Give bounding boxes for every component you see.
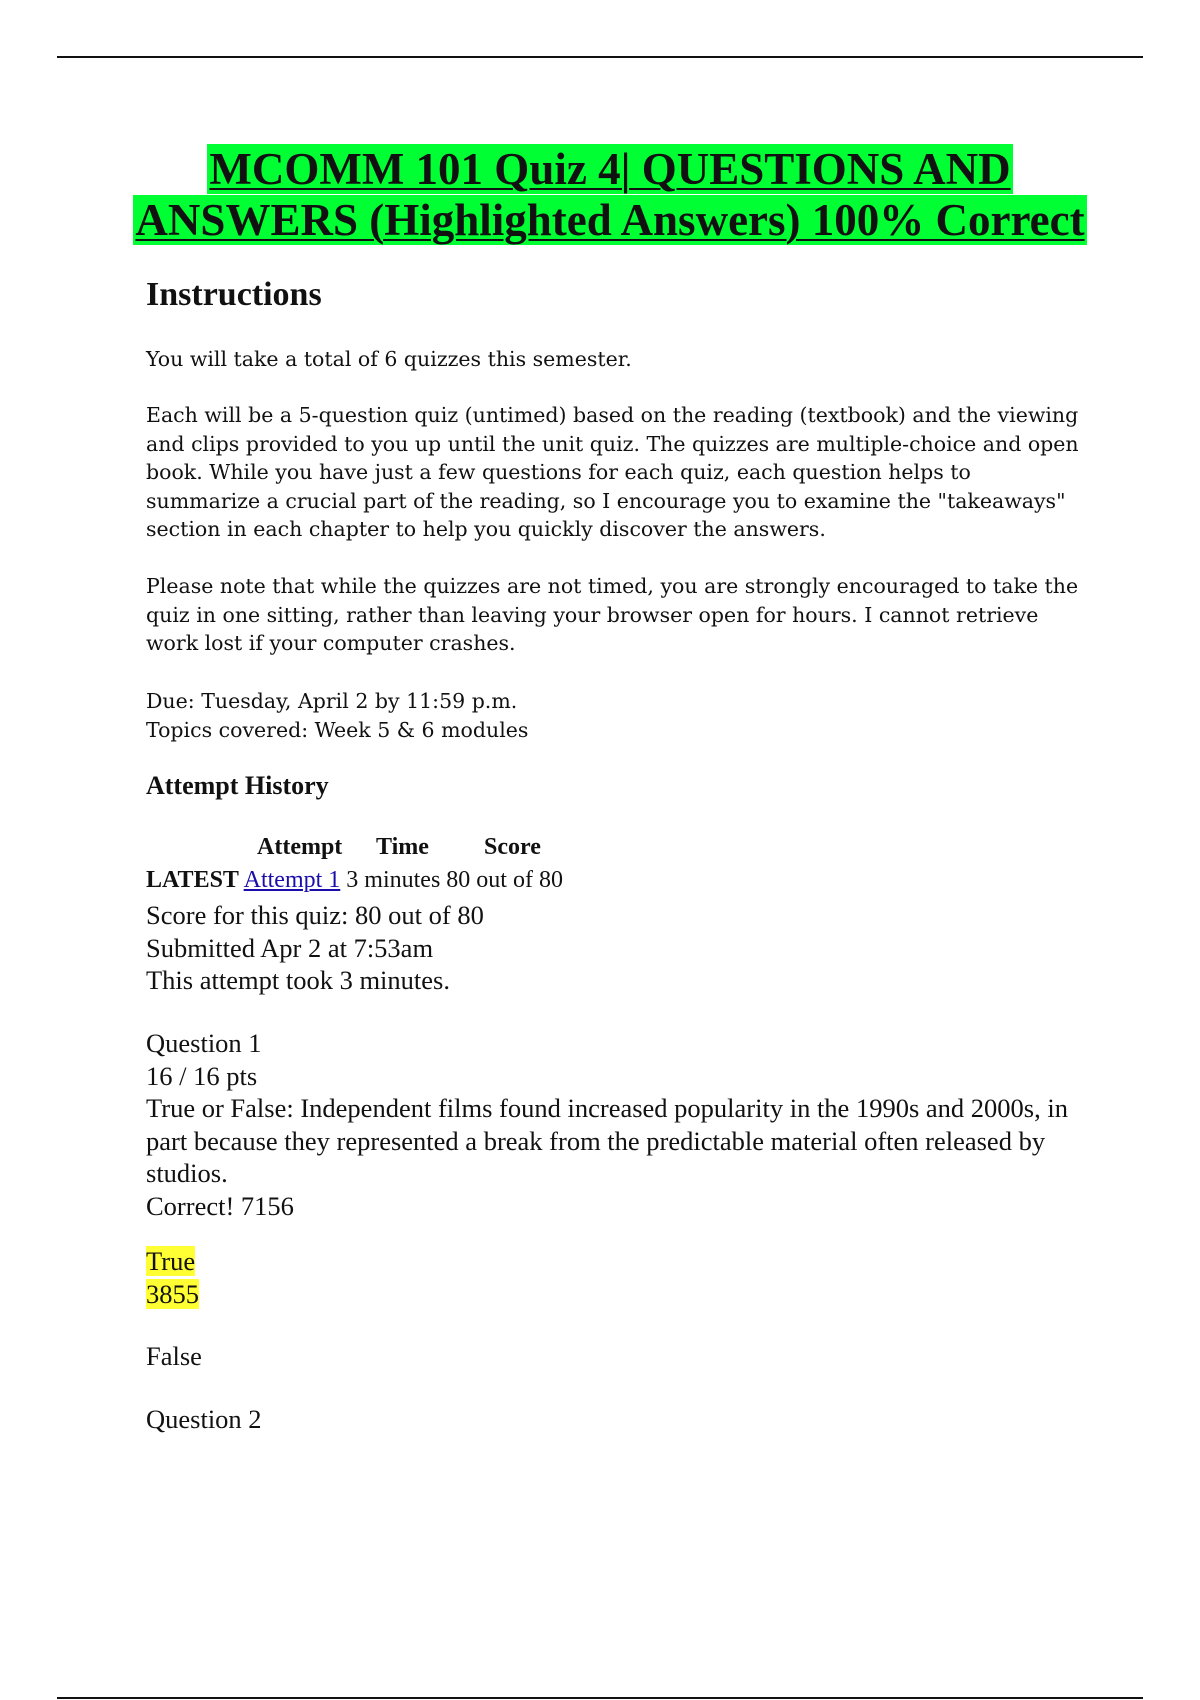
question-1-result: Correct! 7156	[146, 1190, 294, 1221]
question-1-text: True or False: Independent films found increased popularity in the 1990s and 2000s, in part because they represented a break from the predictable material often released by studios.	[146, 1093, 1068, 1188]
submitted-line: Submitted Apr 2 at 7:53am	[146, 932, 434, 963]
due-date: Due: Tuesday, April 2 by 11:59 p.m.	[146, 689, 518, 713]
question-1-points: 16 / 16 pts	[146, 1060, 258, 1091]
document-title: MCOMM 101 Quiz 4| QUESTIONS AND ANSWERS (Highlighted Answers) 100% Correct	[135, 144, 1085, 245]
attempt-summary	[146, 899, 1106, 997]
attempt-time: 3 minutes	[346, 867, 441, 893]
question-1-label: Question 1	[146, 1028, 262, 1058]
instructions-paragraph-2: Each will be a 5-question quiz (untimed) based on the reading (textbook) and the viewing and clips provided to you up until the unit quiz. The quizzes are multiple-choice and open book. While you have just a few questions for each quiz, each question helps to summarize a crucial part of the reading, so I encourage you to examine the "takeaways" section in each chapter to help you quickly discover the answers.	[146, 403, 1079, 541]
question-1	[146, 1027, 1106, 1222]
answer-true-label: True	[146, 1246, 196, 1276]
attempt-score: 80 out of 80	[446, 867, 563, 893]
answer-true-code: 3855	[146, 1278, 199, 1309]
time-column-header: Time	[376, 834, 429, 860]
instructions-paragraph-1: You will take a total of 6 quizzes this semester.	[146, 347, 632, 371]
answer-true-option	[146, 1245, 1106, 1310]
bottom-rule	[57, 1697, 1143, 1699]
attempt-history-heading: Attempt History	[146, 771, 329, 800]
attempt-column-header: Attempt	[257, 834, 343, 860]
attempt-row	[146, 867, 563, 894]
attempt-1-link[interactable]: Attempt 1	[243, 867, 341, 893]
question-2-label: Question 2	[146, 1404, 262, 1434]
due-and-topics	[146, 687, 1086, 744]
instructions-paragraph-3: Please note that while the quizzes are not timed, you are strongly encouraged to take the quiz in one sitting, rather than leaving your browser open for hours. I cannot retrieve work lost if your computer crashes.	[146, 574, 1079, 655]
duration-line: This attempt took 3 minutes.	[146, 965, 450, 995]
answer-false-option: False	[146, 1341, 202, 1371]
instructions-heading: Instructions	[146, 276, 322, 313]
topics-covered: Topics covered: Week 5 & 6 modules	[146, 717, 529, 742]
top-rule	[57, 56, 1143, 58]
latest-label: LATEST	[146, 867, 239, 893]
score-line: Score for this quiz: 80 out of 80	[146, 900, 484, 930]
score-column-header: Score	[484, 834, 541, 860]
